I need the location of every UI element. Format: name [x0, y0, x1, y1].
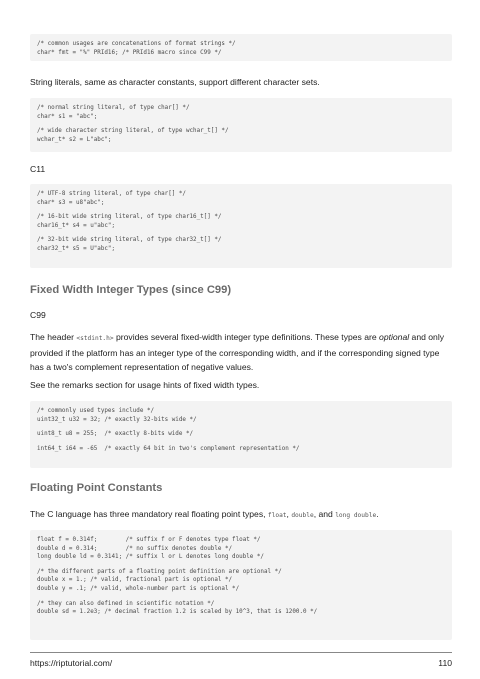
code-line: double y = .1; /* valid, whole-number part is optional */ — [37, 585, 240, 592]
code-line: double x = 1.; /* valid, fractional part is optional */ — [37, 577, 233, 584]
code-block-unicode-literals — [30, 184, 452, 268]
footer-link[interactable]: https://riptutorial.com/ — [30, 658, 113, 668]
code-line: /* common usages are concatenations of format strings */ — [37, 41, 236, 47]
code-line: float f = 0.314f; /* suffix f or F denotes type float */ — [37, 537, 261, 543]
code-block-format-strings — [30, 34, 452, 61]
paragraph-string-literals: String literals, same as character constants, support different character sets. — [30, 77, 320, 87]
code-block-floating-point — [30, 530, 452, 640]
code-line: /* normal string literal, of type char[] */ — [37, 105, 190, 111]
code-line: double d = 0.314; /* no suffix denotes double */ — [37, 545, 233, 552]
heading-fixed-width-integer-types: Fixed Width Integer Types (since C99) — [30, 284, 232, 296]
code-line: char32_t* s5 = U"abc"; — [37, 245, 116, 252]
code-line: /* 32-bit wide string literal, of type char32_t[] */ — [37, 237, 222, 244]
document-page — [30, 0, 452, 679]
inline-code-float: float — [267, 512, 287, 519]
code-line: uint8_t u8 = 255; /* exactly 8-bits wide */ — [37, 431, 194, 438]
heading-floating-point-constants: Floating Point Constants — [30, 482, 163, 494]
code-line: double sd = 1.2e3; /* decimal fraction 1.2 is scaled by 10^3, that is 1200.0 */ — [37, 609, 318, 616]
code-line: char* s3 = u8"abc"; — [37, 199, 105, 206]
code-block-fixed-width-types — [30, 401, 452, 468]
code-line: long double ld = 0.3141; /* suffix l or L denotes long double */ — [37, 554, 264, 561]
code-line: /* wide character string literal, of type wchar_t[] */ — [37, 128, 229, 135]
code-line: /* 16-bit wide string literal, of type char16_t[] */ — [37, 214, 222, 221]
code-line: char* fmt = "%" PRId16; /* PRId16 macro since C99 */ — [37, 49, 222, 56]
label-c99: C99 — [30, 310, 46, 320]
footer-divider — [30, 652, 452, 653]
code-line: wchar_t* s2 = L"abc"; — [37, 136, 112, 143]
paragraph-stdint-header: The header <stdint.h> provides several fixed-width integer type definitions. These types are optional and only provided if the platform has an integer type of the corresponding width, and if the corresponding signed type has a two's complement representation of negative values. — [30, 332, 445, 372]
code-line: uint32_t u32 = 32; /* exactly 32-bits wide */ — [37, 416, 197, 423]
label-c11: C11 — [30, 164, 46, 174]
code-line: /* commonly used types include */ — [37, 408, 155, 414]
inline-code-double: double — [291, 512, 314, 519]
code-line: char* s1 = "abc"; — [37, 113, 98, 120]
inline-code-stdint: <stdint.h> — [76, 335, 114, 342]
code-line: /* UTF-8 string literal, of type char[] */ — [37, 191, 186, 197]
paragraph-floating-types: The C language has three mandatory real floating point types, float, double, and long double. — [30, 509, 379, 519]
code-line: /* they can also defined in scientific notation */ — [37, 600, 215, 607]
page-number: 110 — [438, 658, 452, 668]
code-line: /* the different parts of a floating point definition are optional */ — [37, 568, 282, 575]
code-block-string-literals — [30, 98, 452, 152]
code-line: int64_t i64 = -65 /* exactly 64 bit in two's complement representation */ — [37, 445, 300, 452]
code-line: char16_t* s4 = u"abc"; — [37, 222, 116, 229]
paragraph-remarks-hint: See the remarks section for usage hints of fixed width types. — [30, 380, 260, 390]
inline-code-long-double: long double — [335, 512, 377, 519]
